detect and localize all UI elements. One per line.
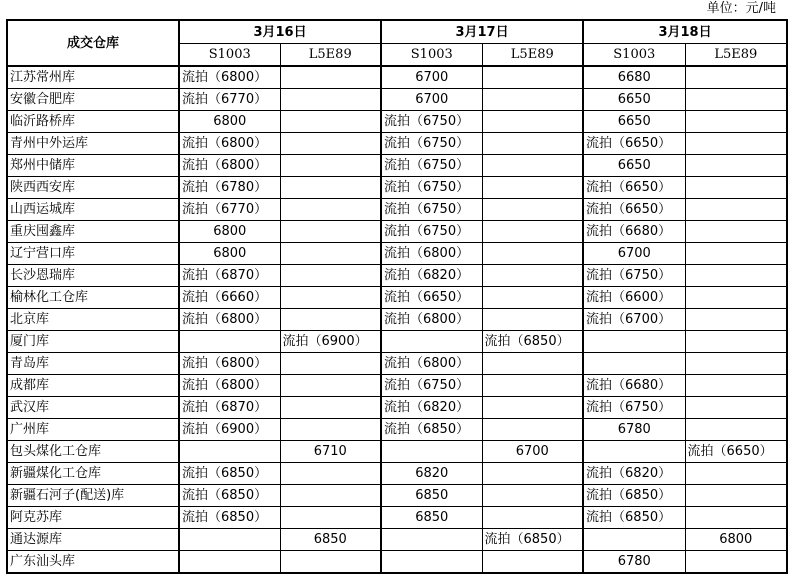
- price-cell: [280, 265, 381, 287]
- price-cell: [482, 353, 583, 375]
- price-cell: [685, 551, 787, 574]
- warehouse-name: 新疆煤化工仓库: [7, 463, 179, 485]
- price-cell: [685, 397, 787, 419]
- warehouse-name: 郑州中储库: [7, 155, 179, 177]
- warehouse-name: 成都库: [7, 375, 179, 397]
- price-cell: [482, 507, 583, 529]
- price-cell: 流拍（6680）: [583, 221, 685, 243]
- price-cell: [482, 177, 583, 199]
- price-cell: [482, 221, 583, 243]
- table-row: [7, 397, 787, 419]
- table-row: [7, 463, 787, 485]
- price-cell: [280, 155, 381, 177]
- price-cell: [280, 419, 381, 441]
- price-cell: 流拍（6650）: [685, 441, 787, 463]
- price-cell: [685, 287, 787, 309]
- warehouse-name: 通达源库: [7, 529, 179, 551]
- warehouse-name: 安徽合肥库: [7, 89, 179, 111]
- warehouse-name: 青州中外运库: [7, 133, 179, 155]
- warehouse-name: 广东汕头库: [7, 551, 179, 574]
- price-cell: 流拍（6900）: [280, 331, 381, 353]
- price-cell: 6700: [583, 243, 685, 265]
- price-cell: 6800: [179, 111, 280, 133]
- warehouse-header: 成交仓库: [7, 20, 179, 66]
- warehouse-name: 榆林化工仓库: [7, 287, 179, 309]
- grade-header: S1003: [381, 44, 482, 67]
- price-cell: [685, 265, 787, 287]
- table-row: [7, 529, 787, 551]
- table-row: [7, 331, 787, 353]
- warehouse-name: 北京库: [7, 309, 179, 331]
- price-cell: 流拍（6680）: [583, 375, 685, 397]
- price-cell: 流拍（6780）: [179, 177, 280, 199]
- price-cell: [685, 419, 787, 441]
- price-cell: [482, 309, 583, 331]
- price-cell: [482, 133, 583, 155]
- price-cell: 6800: [685, 529, 787, 551]
- price-cell: [179, 331, 280, 353]
- price-cell: 流拍（6700）: [583, 309, 685, 331]
- price-cell: [482, 199, 583, 221]
- price-cell: 流拍（6820）: [381, 397, 482, 419]
- price-cell: 6700: [381, 89, 482, 111]
- price-cell: [280, 243, 381, 265]
- price-cell: 6850: [381, 485, 482, 507]
- warehouse-name: 青岛库: [7, 353, 179, 375]
- price-cell: [685, 353, 787, 375]
- price-cell: [482, 485, 583, 507]
- price-cell: [280, 309, 381, 331]
- price-cell: [280, 111, 381, 133]
- price-cell: 6710: [280, 441, 381, 463]
- price-cell: [685, 89, 787, 111]
- price-cell: [583, 353, 685, 375]
- table-row: [7, 221, 787, 243]
- price-cell: 6680: [583, 66, 685, 89]
- price-cell: [685, 177, 787, 199]
- price-cell: [280, 177, 381, 199]
- price-cell: [381, 551, 482, 574]
- price-cell: 流拍（6850）: [583, 485, 685, 507]
- price-cell: [280, 375, 381, 397]
- price-cell: 流拍（6750）: [583, 397, 685, 419]
- grade-header: S1003: [179, 44, 280, 67]
- price-cell: [482, 89, 583, 111]
- price-cell: [280, 199, 381, 221]
- price-cell: [280, 221, 381, 243]
- price-cell: [685, 331, 787, 353]
- price-cell: [482, 265, 583, 287]
- table-row: [7, 309, 787, 331]
- price-cell: 流拍（6850）: [583, 507, 685, 529]
- price-cell: 流拍（6820）: [381, 265, 482, 287]
- price-cell: [583, 529, 685, 551]
- table-row: [7, 89, 787, 111]
- price-cell: [685, 221, 787, 243]
- warehouse-name: 阿克苏库: [7, 507, 179, 529]
- price-cell: [280, 287, 381, 309]
- price-cell: 流拍（6800）: [381, 353, 482, 375]
- date-header-1: 3月16日: [179, 20, 381, 44]
- price-cell: [280, 133, 381, 155]
- price-cell: 流拍（6870）: [179, 397, 280, 419]
- warehouse-name: 江苏常州库: [7, 66, 179, 89]
- grade-header: L5E89: [685, 44, 787, 67]
- price-cell: [381, 529, 482, 551]
- price-cell: 流拍（6800）: [179, 66, 280, 89]
- price-cell: 流拍（6650）: [381, 287, 482, 309]
- price-cell: [685, 111, 787, 133]
- price-cell: [280, 551, 381, 574]
- price-cell: [685, 309, 787, 331]
- warehouse-name: 广州库: [7, 419, 179, 441]
- price-cell: 流拍（6850）: [179, 507, 280, 529]
- table-row: [7, 419, 787, 441]
- price-cell: 流拍（6900）: [179, 419, 280, 441]
- price-cell: [280, 89, 381, 111]
- price-cell: [685, 507, 787, 529]
- price-cell: 流拍（6770）: [179, 89, 280, 111]
- warehouse-name: 厦门库: [7, 331, 179, 353]
- warehouse-name: 武汉库: [7, 397, 179, 419]
- price-cell: [482, 111, 583, 133]
- price-cell: [583, 331, 685, 353]
- unit-label: 单位：元/吨: [706, 1, 776, 16]
- warehouse-name: 陕西西安库: [7, 177, 179, 199]
- price-cell: [280, 463, 381, 485]
- price-cell: 流拍（6750）: [381, 199, 482, 221]
- table-row: [7, 111, 787, 133]
- warehouse-name: 新疆石河子(配送)库: [7, 485, 179, 507]
- table-row: [7, 287, 787, 309]
- price-cell: 6800: [179, 221, 280, 243]
- warehouse-name: 临沂路桥库: [7, 111, 179, 133]
- price-cell: [685, 375, 787, 397]
- price-cell: [482, 155, 583, 177]
- price-cell: [685, 133, 787, 155]
- price-cell: [685, 463, 787, 485]
- price-cell: 流拍（6800）: [381, 243, 482, 265]
- price-cell: 流拍（6800）: [381, 309, 482, 331]
- price-cell: [179, 551, 280, 574]
- price-cell: 流拍（6850）: [179, 463, 280, 485]
- price-cell: 6780: [583, 419, 685, 441]
- price-cell: 6820: [381, 463, 482, 485]
- date-header-2: 3月17日: [381, 20, 583, 44]
- warehouse-name: 长沙恩瑞库: [7, 265, 179, 287]
- price-cell: 6700: [482, 441, 583, 463]
- grade-header: L5E89: [482, 44, 583, 67]
- price-cell: [482, 463, 583, 485]
- table-row: [7, 199, 787, 221]
- price-cell: 6650: [583, 111, 685, 133]
- price-cell: [179, 529, 280, 551]
- table-row: [7, 133, 787, 155]
- price-cell: 6850: [280, 529, 381, 551]
- price-cell: 流拍（6800）: [179, 133, 280, 155]
- price-cell: [280, 507, 381, 529]
- price-cell: [280, 397, 381, 419]
- grade-header: L5E89: [280, 44, 381, 67]
- price-cell: [685, 66, 787, 89]
- table-row: [7, 353, 787, 375]
- price-cell: 流拍（6800）: [179, 375, 280, 397]
- price-cell: 流拍（6850）: [482, 529, 583, 551]
- price-cell: [280, 353, 381, 375]
- price-cell: 流拍（6800）: [179, 309, 280, 331]
- price-cell: [280, 485, 381, 507]
- table-body: [7, 66, 787, 573]
- price-cell: 流拍（6850）: [381, 419, 482, 441]
- price-cell: [685, 199, 787, 221]
- table-row: [7, 507, 787, 529]
- price-cell: [179, 441, 280, 463]
- warehouse-name: 重庆囤鑫库: [7, 221, 179, 243]
- date-header-3: 3月18日: [583, 20, 787, 44]
- price-cell: 流拍（6750）: [381, 177, 482, 199]
- price-cell: 流拍（6800）: [179, 353, 280, 375]
- auction-table: [6, 19, 788, 574]
- price-cell: 流拍（6800）: [179, 155, 280, 177]
- price-cell: 流拍（6750）: [381, 155, 482, 177]
- table-row: [7, 177, 787, 199]
- price-cell: 6800: [179, 243, 280, 265]
- price-cell: [482, 243, 583, 265]
- price-cell: 6650: [583, 155, 685, 177]
- price-cell: 6650: [583, 89, 685, 111]
- price-cell: [482, 551, 583, 574]
- price-cell: [482, 375, 583, 397]
- price-cell: [685, 243, 787, 265]
- price-cell: 流拍（6750）: [381, 133, 482, 155]
- table-row: [7, 375, 787, 397]
- price-cell: 6700: [381, 66, 482, 89]
- price-cell: [583, 441, 685, 463]
- price-cell: 6850: [381, 507, 482, 529]
- price-cell: 流拍（6750）: [381, 375, 482, 397]
- table-row: [7, 441, 787, 463]
- price-cell: [482, 397, 583, 419]
- price-cell: [381, 331, 482, 353]
- price-cell: 流拍（6600）: [583, 287, 685, 309]
- price-cell: [381, 441, 482, 463]
- warehouse-name: 包头煤化工仓库: [7, 441, 179, 463]
- warehouse-name: 山西运城库: [7, 199, 179, 221]
- table-row: [7, 243, 787, 265]
- table-row: [7, 551, 787, 574]
- price-cell: 流拍（6820）: [583, 463, 685, 485]
- price-cell: 流拍（6660）: [179, 287, 280, 309]
- price-cell: 流拍（6870）: [179, 265, 280, 287]
- table-row: [7, 66, 787, 89]
- table-row: [7, 265, 787, 287]
- price-cell: [685, 155, 787, 177]
- price-cell: 流拍（6750）: [583, 265, 685, 287]
- price-cell: [482, 287, 583, 309]
- price-cell: [280, 66, 381, 89]
- price-cell: 流拍（6650）: [583, 199, 685, 221]
- table-row: [7, 485, 787, 507]
- price-cell: 6780: [583, 551, 685, 574]
- price-cell: [482, 419, 583, 441]
- warehouse-name: 辽宁营口库: [7, 243, 179, 265]
- price-cell: 流拍（6750）: [381, 111, 482, 133]
- price-cell: 流拍（6650）: [583, 133, 685, 155]
- price-cell: 流拍（6850）: [482, 331, 583, 353]
- price-cell: 流拍（6850）: [179, 485, 280, 507]
- price-cell: 流拍（6770）: [179, 199, 280, 221]
- price-cell: 流拍（6750）: [381, 221, 482, 243]
- price-cell: 流拍（6650）: [583, 177, 685, 199]
- grade-header: S1003: [583, 44, 685, 67]
- price-cell: [482, 66, 583, 89]
- table-row: [7, 155, 787, 177]
- price-cell: [685, 485, 787, 507]
